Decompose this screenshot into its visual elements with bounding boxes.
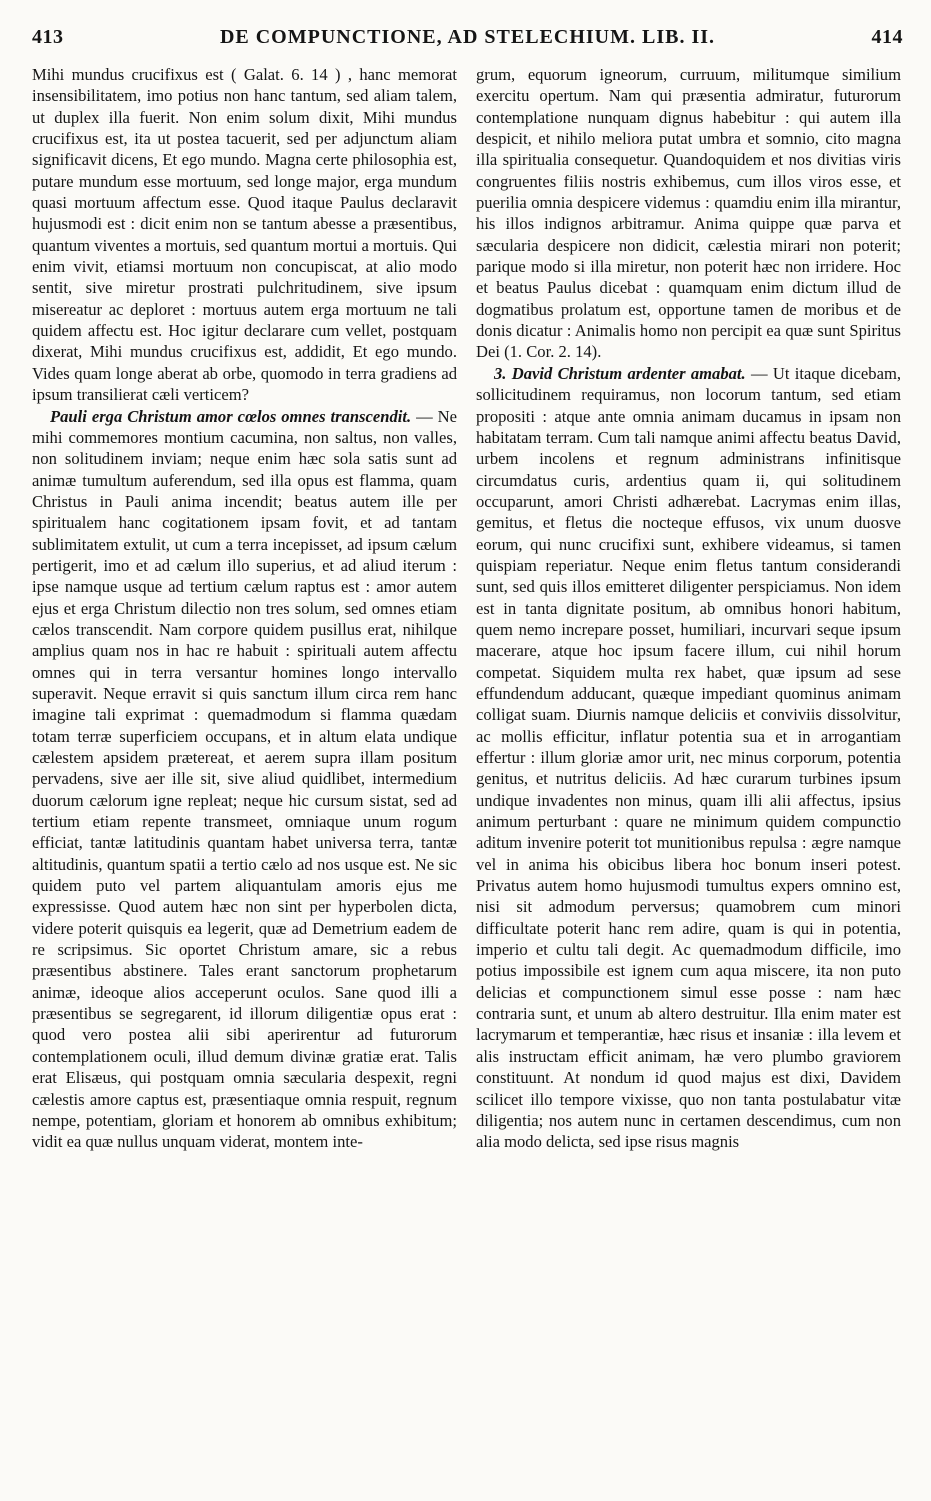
running-title: DE COMPUNCTIONE, AD STELECHIUM. LIB. II. [219,26,716,48]
right-paragraph-1: grum, equorum igneorum, curruum, militumque similium exercitu opertum. Nam qui præsentia admiratur, futurorum contemplatione nunquam dignus habebitur : qui autem illa despicit, et nihilo meliora putat umbra et somnio, cito magna illa spiritualia consequetur. Quandoquidem et nos divitias viris congruentes filiis nostris exhibemus, cum illos viros esse, et puerilia omnia despicere videmus : quamdiu enim illa mirantur, his illos indignos arbitramur. Anima quippe quæ parva et sæcularia despicere non didicit, cælestia mirari non poterit; parique modo si illa miretur, non poterit hæc non irridere. Hoc et beatus Paulus dicebat : quamquam enim dictum illud de dogmatibus prolatum est, opportune tamen de moribus et de donis dicatur : Animalis homo non percipit ea quæ sunt Spiritus Dei (1. Cor. 2. 14). [476,65,901,362]
right-paragraph-2 [476,363,901,1153]
section-heading: 3. David Christum ardenter amabat. [494,363,746,383]
running-header [32,26,903,56]
right-column [476,64,901,1153]
left-paragraph-1: Mihi mundus crucifixus est ( Galat. 6. 14 ) , hanc memorat insensibilitatem, imo potius non hanc tantum, sed aliam talem, ut duplex illa fuerit. Non enim solum dixit, Mihi mundus crucifixus est, ita ut postea tacuerit, sed per adjunctum aliam significavit dicens, Et ego mundo. Magna certe philosophia est, putare mundum esse mortuum, sed longe major, erga mundum quasi mortuum affectum esse. Quod itaque Paulus declaravit hujusmodi est : dicit enim non se tantum abesse a præsentibus, quantum viventes a mortuis, sed quantum mortui a mortuis. Qui enim vivit, etiamsi mortuum non concupiscat, at alio modo sentit, sive miretur prostrati pulchritudinem, sive ipsum misereatur ac deploret : mortuus autem erga mortuum ne tali quidem affectu est. Hoc igitur declarare cum vellet, postquam dixerat, Mihi mundus crucifixus est, addidit, Et ego mundo. Vides quam longe aberat ab orbe, quomodo in terra gradiens ad ipsum transilierat cæli verticem? [32,65,457,405]
left-paragraph-2-text: — Ne mihi commemores montium cacumina, non saltus, non valles, non solitudinem inviam; neque enim hæc sola satis sunt ad animæ tumultum auferendum, sed illa opus est flamma, quam Christus in Pauli anima incendit; beatus autem ille per spiritualem hanc cogitationem ipsam fovit, et ad tantam sublimitatem extulit, ut cum a terra incepisset, ad ipsum cælum pertigerit, imo et ad cælum illo superius, et ad aliud iterum : ipse namque usque ad tertium cælum raptus est : amor autem ejus et erga Christum dilectio non tres solum, sed omnes etiam cælos transcendit. Nam corpore quidem pusillus erat, nihilque amplius quam nos in hac re habuit : spirituali autem affectu omnes qui in terra versantur homines longo intervallo superavit. Neque erravit si quis sanctum illum circa rem hanc imagine tali exprimat : quemadmodum si flamma quædam totam terræ superficiem occupans, et in altum elata undique cælestem apsidem prætereat, et aerem supra illam positum pervadens, sive aer ille sit, sive aliud quidlibet, intermedium duorum cælorum igne repleat; neque hic cursum sistat, sed ad tertium etiam repente transmeet, omniaque unum rogum efficiat, tantæ latitudinis quantam habet universa terra, tantæ altitudinis, quantum spatii a tertio cælo ad nos usque est. Ne sic quidem puto vel partem aliquantulam amoris ejus me expressisse. Quod autem hæc non sint per hyperbolen dicta, videre poterit quisquis ea legerit, quæ ad Demetrium eadem de re scripsimus. Sic oportet Christum amare, sic a rebus præsentibus abstinere. Tales erant sanctorum prophetarum animæ, ideoque alios acceperunt oculos. Sane quod illi a præsentibus se segregarent, id illorum diligentiæ opus erat : quod vero postea alii sibi aperirentur ad futurorum contemplationem oculi, illud demum divinæ gratiæ erat. Talis erat Elisæus, qui postquam omnia sæcularia despexit, regni cælestis amore captus est, præsentiaque omnia respuit, regnum nempe, potentiam, gloriam et honorem ab omnibus exhibitum; vidit ea quæ nullus unquam viderat, montem inte- [32,406,457,1152]
section-heading: Pauli erga Christum amor cœlos omnes transcendit. [50,406,412,426]
left-column [32,64,457,1153]
left-page-number: 413 [32,26,64,48]
right-paragraph-2-text: — Ut itaque dicebam, sollicitudinem requiramus, non locorum tantum, sed etiam propositi : atque ante omnia animam ducamus in ipsam non habitatam terram. Cum tali namque animi affectu beatus David, urbem incolens et regnum administrans infinitisque circumdatus curis, ardentius quam ii, qui solitudinem occuparunt, amori Christi adhærebat. Lacrymas enim illas, gemitus, et fletus die nocteque effusos, vix unum duosve eorum, qui nunc crucifixi sunt, exhibere videamus, si tamen quispiam reperiatur. Neque enim fletus tantum considerandi sunt, sed quis illos emitteret diligenter perspiciamus. Non idem est in tanta dignitate positum, ab omnibus honori habitum, quem nemo increpare posset, humiliari, incurvari seque ipsum macerare, atque hoc ipsum facere illum, cui nihil horum competat. Siquidem multa rex habet, quæ ipsum ad sese effundendum adducant, quæque impediant quominus animam colligat suam. Diurnis namque deliciis et conviviis dissolvitur, ac mollis efficitur, inflatur potentia sua et in arrogantiam effertur : illum gloriæ amor urit, nec minus corporum, potentia genitus, et nutritus deliciis. Ad hæc curarum turbines ipsum undique invadentes non minus, quam illi alii affectus, ipsius animum perturbant : quare ne minimum quidem compunctio aditum invenire poterit tot munitionibus repulsa : ægre namque vel in anima his obicibus libera hoc bonum inseri potest. Privatus autem homo hujusmodi tumultus expers omnino est, nisi sit admodum perversus; quamobrem cum minori difficultate poterit hanc rem adire, quam is qui in potentia, imperio et cultu tali degit. Ac quemadmodum difficile, imo potius impossibile est ignem cum aqua miscere, ita non puto delicias et compunctionem simul esse posse : nam hæc contraria sunt, et unum ab altero destruitur. Illa enim mater est lacrymarum et temperantiæ, hæc risus et insaniæ : illa levem et alis instructam efficit animam, hæ vero plumbo graviorem constituunt. At nondum id quod majus est dixi, Davidem scilicet illo tempore vixisse, quo non tanta postulabatur vitæ diligentia; nos autem nunc in certamen descendimus, cum non alia modo delicta, sed ipse risus magnis [476,363,901,1152]
right-page-number: 414 [871,26,903,48]
left-paragraph-2 [32,406,457,1153]
